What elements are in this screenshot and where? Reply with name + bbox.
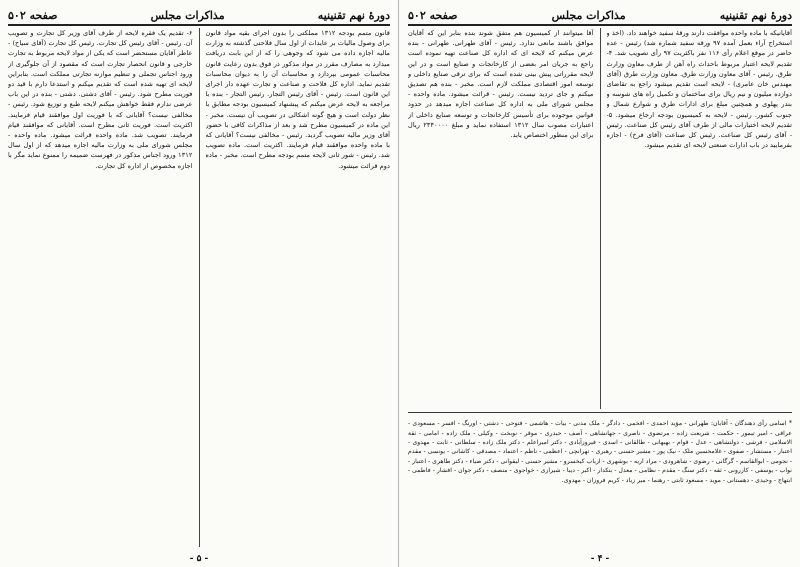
left-page-columns	[8, 28, 390, 547]
left-column-left-text: ۶- تقدیم یک فقره لایحه از طرف آقای وزیر کل تجارت و تصویب آن. رئیس - آقای رئیس کل تجارت. رئیس کل تجارت (آقای سیاح) - عاطر آقایان مستحضر است که یکی از مواد لایحه مربوط به تجارت خارجی و قانون انحصار تجارت است که مقصود از آن جلوگیری از ورود اجناس تجملی و تنظیم موازنه تجارتی مملکت است. بنابراین لایحه ای تهیه شده است که تقدیم میکنم و استدعا دارم با قید دو فوریت مطرح شود. رئیس - آقای دشتی. دشتی - بنده در این باب عرضی ندارم فقط خواهش میکنم لایحه طبع و توزیع شود. رئیس - مخالفی نیست؟ آقایانی که با فوریت اول موافقند قیام فرمایند. اکثریت است. فوریت ثانی مطرح است. آقایانی که موافقند قیام فرمایند. تصویب شد. ماده واحده قرائت میشود. ماده واحده - مجلس شورای ملی به وزارت مالیه اجازه میدهد که از اول سال ۱۳۱۲ ورود اجناس مذکور در فهرست ضمیمه را ممنوع نماید مگر با اجازه مخصوص از اداره کل تجارت.	[8, 29, 193, 170]
left-column-left	[8, 28, 193, 547]
right-page	[400, 0, 800, 567]
right-page-number: - ۴ -	[590, 554, 610, 564]
right-page-columns	[408, 28, 792, 409]
right-column-right-text: آقایانیکه با ماده واحده موافقت دارند ورقۀ سفید خواهند داد. (اخذ و استخراج آراء بعمل آمده ۹۷ ورقه سفید شماره شد) رئیس - عده حاضر در موقع اعلام رأی ۱۱۶ نفر باکثریت ۹۷ رأی تصویب شد. ۴- تقدیم لایحه اعتبار مربوط باحداث راه آهن از طرف معاون وزارت طرق. رئیس - آقای معاون وزارت طرق. معاون وزارت طرق (آقای مهندس خان عامری) - لایحه است تقدیم میشود راجع به تقاضای دوازده میلیون و نیم ریال برای ساختمان و تکمیل راه های شوسه و بندر پهلوی و همچنین مبلغ برای ادارات طرق و شوارع شمال و جنوب کشور. رئیس - لایحه به کمیسیون بودجه ارجاع میشود. ۵- تقدیم لایحه اختیارات مالی از طرف آقای رئیس کل صناعت. رئیس - آقای رئیس کل صناعت. رئیس کل صناعت (آقای فرخ) - اجازه بفرمایید در باب ادارات صنعتی لایحه ای تقدیم میشود.	[606, 29, 792, 150]
left-header-page: صفحه ۵۰۲	[8, 9, 58, 22]
right-page-header	[408, 4, 792, 26]
left-header-issue: دورۀ نهم تقنینیه	[317, 9, 390, 22]
left-page-number: - ۵ -	[189, 554, 209, 564]
left-header-title: مذاکرات مجلس	[150, 9, 225, 22]
column-divider	[600, 28, 601, 409]
left-page	[0, 0, 399, 567]
right-column-left-text: آقا میتوانند از کمیسیون هم متفق شوند بنده بنابر این که آقایان موافق باشند مانعی ندارد. رئیس - آقای طهرانی. طهرانی - بنده عرض میکنم که لایحه ای که اداره کل صناعت تهیه نموده است راجع به جریان امر بعضی از کارخانجات و صنایع است و در این لایحه مقرراتی پیش بینی شده است که برای ترقی صنایع داخلی و توسعه امور اقتصادی مملکت لازم است. مخبر - بنده هم تصدیق میکنم و جای تردید نیست. رئیس - قرائت میشود. ماده واحده - مجلس شورای ملی به اداره کل صناعت اجازه میدهد در حدود قوانین موجوده برای تأسیس کارخانجات و توسعه صنایع داخلی از اعتبارات مصوب سال ۱۳۱۲ استفاده نماید و مبلغ ۲۳۴۰۰۰۰ ریال برای این منظور اختصاص یابد.	[408, 29, 594, 140]
left-column-right-text: قانون متمم بودجه ۱۳۱۲ مملکتی را بدون اجرای بقیه مواد قانون برای وصول مالیات بر عایدات از اول سال فلاحتی گذشته به وزارت مالیه اجازه داده می شود که وجوهی را که از این بابت دریافت میدارد به مصارف مقرر در مواد مذکور در فوق بدون رعایت قانون محاسبات عمومی بپردازد و محاسبات آن را به دیوان محاسبات تقدیم نماید. اداره کل فلاحت و صناعت و تجارت عهده دار اجرای این قانون است. رئیس - آقای رئیس التجار. رئیس التجار - بنده با مراجعه به لایحه عرض میکنم که پیشنهاد کمیسیون بودجه مطابق با نظر دولت است و هیچ گونه اشکالی در تصویب آن نیست. مخبر - این ماده در کمیسیون مطرح شد و بعد از مذاکرات کافی با حضور آقای وزیر مالیه تصویب گردید. رئیس - مخالفی نیست؟ آقایانی که با ماده واحده موافقند قیام فرمایند. اکثریت است. ماده تصویب شد. رئیس - شور ثانی لایحه متمم بودجه مطرح است. مخبر - ماده دوم قرائت میشود.	[205, 29, 390, 170]
voters-footnote-text: * اسامی رأی دهندگان - آقایان: طهرانی - مؤید احمدی - افخمی - دادگر - ملک مدنی - بیات - هاشمی - فتوحی - دشتی - اورنگ - افسر - مسعودی - عراقی - امیر تیمور - حکمت - شریعت زاده - مرتضوی - ناصری - جهانشاهی - آصف - حیدری - موقر - نوبخت - وکیلی - ملک زاده - امامی - ثقة الاسلامی - فرشی - دولتشاهی - عدل - قوام - بهبهانی - طالقانی - اسدی - فیروزآبادی - دکتر امیراعلم - دکتر ملک زاده - سلطانی - ثابت - مهدوی - اعتبار - مستشار - صفوی - غلامحسین ملک - نیک پور - مشیر حسنی - رهبری - تهرانچی - اعظمی - ناظم - اعتماد - مصدقی - کاشانی - یونسی - مقدم - نجومی - ابوالقاسم - گرگانی - رضوی - شاهرودی - مراد اریه - بوشهری - ارباب کیخسرو - مشیر حسنی - لیقوانی - دکتر ضیاء - دکتر طاهری - اعتبار - نواب - یوسفی - کازرونی - ثقه - دکتر سنگ - مقدم - نظامی - معدل - بنکدار - اکبر - دیبا - شیرازی - خواجوی - منصف - دکتر جوان - افشار - فاطمی - ابتهاج - وحیدی - دهستانی - موید - مسعود ثابتی - رهنما - میر زیاد - کریم فروزان - مهدوی.	[408, 420, 792, 484]
column-divider	[199, 28, 200, 547]
left-page-header	[8, 4, 390, 26]
right-header-page: صفحه ۵۰۲	[408, 9, 458, 22]
voters-footnote	[408, 412, 792, 545]
right-header-issue: دورۀ نهم تقنینیه	[719, 9, 792, 22]
right-column-left	[408, 28, 594, 409]
left-column-right	[206, 28, 391, 547]
right-column-right	[607, 28, 793, 409]
right-header-title: مذاکرات مجلس	[551, 9, 626, 22]
